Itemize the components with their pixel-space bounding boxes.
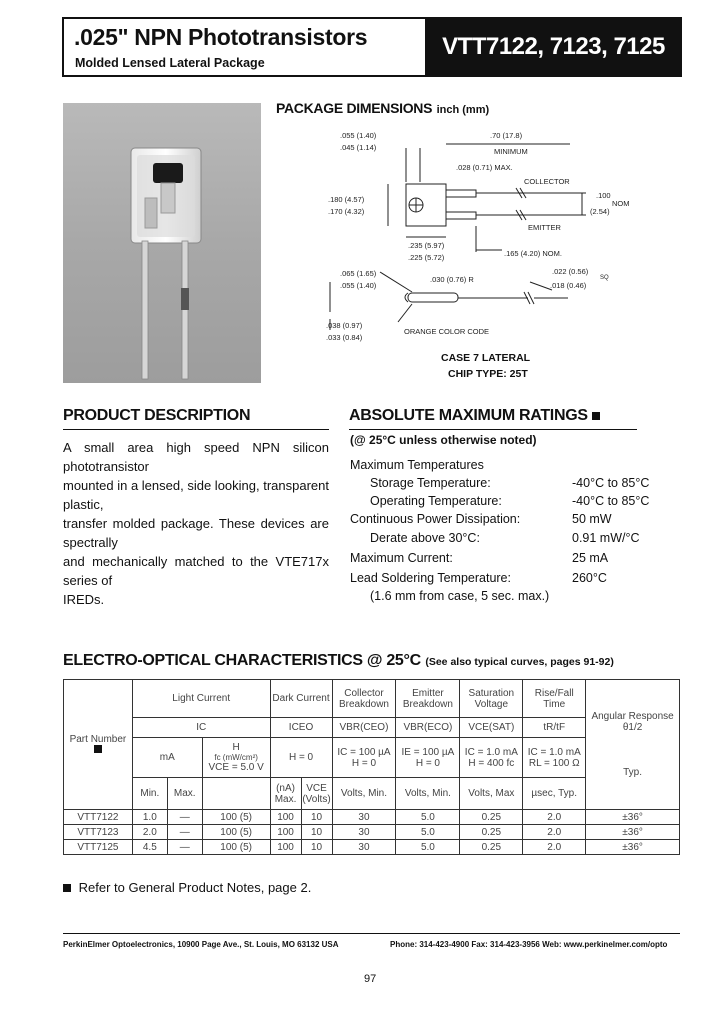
svg-text:.045 (1.14): .045 (1.14) bbox=[340, 143, 377, 152]
svg-text:.065 (1.65): .065 (1.65) bbox=[340, 269, 377, 278]
rating-row: Maximum Temperatures bbox=[350, 458, 484, 472]
svg-text:EMITTER: EMITTER bbox=[528, 223, 561, 232]
page-title: .025" NPN Phototransistors bbox=[74, 24, 368, 50]
svg-text:MINIMUM: MINIMUM bbox=[494, 147, 528, 156]
unit-vce-volts: VCE (Volts) bbox=[301, 778, 332, 810]
dark-condition: H = 0 bbox=[270, 738, 332, 778]
rating-row: (1.6 mm from case, 5 sec. max.) bbox=[370, 589, 550, 603]
ratings-list bbox=[350, 458, 650, 607]
product-description-body: A small area high speed NPN silicon phototransistor mounted in a lensed, side looking, transparent plastic, transfer molded package. These devices are spectrally and mechanically matched to the VTE717x series of IREDs. bbox=[63, 440, 329, 607]
bullet-square-icon bbox=[63, 884, 71, 892]
rating-row: Lead Soldering Temperature: 260°C bbox=[350, 571, 607, 585]
rating-row: Continuous Power Dissipation: 50 mW bbox=[350, 512, 612, 526]
svg-text:.038 (0.97): .038 (0.97) bbox=[326, 321, 363, 330]
product-photo bbox=[63, 103, 261, 383]
footer-divider bbox=[63, 933, 680, 934]
svg-text:NOM: NOM bbox=[612, 199, 630, 208]
svg-text:.225 (5.72): .225 (5.72) bbox=[408, 253, 445, 262]
bullet-square-icon bbox=[592, 412, 600, 420]
light-current-header: Light Current bbox=[132, 680, 270, 718]
saturation-condition: IC = 1.0 mA H = 400 fc bbox=[460, 738, 523, 778]
svg-text:.100: .100 bbox=[596, 191, 611, 200]
symbol-iceo: ICEO bbox=[270, 718, 332, 738]
bullet-square-icon bbox=[94, 745, 102, 753]
symbol-vce-sat: VCE(SAT) bbox=[460, 718, 523, 738]
unit-usec-typ: µsec, Typ. bbox=[523, 778, 586, 810]
divider bbox=[63, 429, 329, 430]
svg-text:.018 (0.46): .018 (0.46) bbox=[550, 281, 587, 290]
svg-text:SQ: SQ bbox=[600, 275, 609, 281]
table-row: VTT7125 4.5 — 100 (5) 100 10 30 5.0 0.25 2.0 ±36° bbox=[64, 840, 680, 855]
unit-blank bbox=[202, 778, 270, 810]
svg-text:COLLECTOR: COLLECTOR bbox=[524, 177, 570, 186]
angular-response-header: Angular Response θ1/2 Typ. bbox=[586, 680, 680, 810]
package-dimensions-heading: PACKAGE DIMENSIONS inch (mm) bbox=[276, 100, 490, 116]
rise-fall-header: Rise/Fall Time bbox=[523, 680, 586, 718]
footer-address: PerkinElmer Optoelectronics, 10900 Page Ave., St. Louis, MO 63132 USA bbox=[63, 940, 339, 949]
svg-text:.028 (0.71) MAX.: .028 (0.71) MAX. bbox=[456, 163, 513, 172]
saturation-voltage-header: Saturation Voltage bbox=[460, 680, 523, 718]
svg-text:.165 (4.20) NOM.: .165 (4.20) NOM. bbox=[504, 249, 562, 258]
svg-text:.055 (1.40): .055 (1.40) bbox=[340, 131, 377, 140]
svg-text:.235 (5.97): .235 (5.97) bbox=[408, 241, 445, 250]
product-description-heading: PRODUCT DESCRIPTION bbox=[63, 407, 251, 424]
footer-contact: Phone: 314-423-4900 Fax: 314-423-3956 Web: www.perkinelmer.com/opto bbox=[390, 940, 668, 949]
chip-type-label: CHIP TYPE: 25T bbox=[448, 368, 528, 380]
emitter-condition: IE = 100 µA H = 0 bbox=[396, 738, 460, 778]
table-row: VTT7122 1.0 — 100 (5) 100 10 30 5.0 0.25 2.0 ±36° bbox=[64, 810, 680, 825]
svg-text:.030 (0.76) R: .030 (0.76) R bbox=[430, 275, 474, 284]
package-drawing bbox=[300, 122, 660, 352]
page-subtitle: Molded Lensed Lateral Package bbox=[75, 56, 265, 70]
symbol-ic: IC bbox=[132, 718, 270, 738]
unit-max: Max. bbox=[167, 778, 202, 810]
symbol-vbr-ceo: VBR(CEO) bbox=[332, 718, 396, 738]
phototransistor-illustration bbox=[63, 103, 261, 383]
collector-condition: IC = 100 µA H = 0 bbox=[332, 738, 396, 778]
rating-row: Storage Temperature: -40°C to 85°C bbox=[370, 476, 650, 490]
general-notes-reference: Refer to General Product Notes, page 2. bbox=[63, 880, 311, 895]
svg-text:.170 (4.32): .170 (4.32) bbox=[328, 207, 365, 216]
unit-volts-min: Volts, Min. bbox=[396, 778, 460, 810]
rise-condition: IC = 1.0 mA RL = 100 Ω bbox=[523, 738, 586, 778]
case-label: CASE 7 LATERAL bbox=[441, 352, 531, 364]
rating-row: Operating Temperature: -40°C to 85°C bbox=[370, 494, 650, 508]
h-condition: H fc (mW/cm²) VCE = 5.0 V bbox=[202, 738, 270, 778]
svg-text:.055 (1.40): .055 (1.40) bbox=[340, 281, 377, 290]
divider bbox=[349, 429, 637, 430]
svg-text:.180 (4.57): .180 (4.57) bbox=[328, 195, 365, 204]
unit-volts-min: Volts, Min. bbox=[332, 778, 396, 810]
symbol-tr-tf: tR/tF bbox=[523, 718, 586, 738]
ratings-heading: ABSOLUTE MAXIMUM RATINGS bbox=[349, 407, 600, 425]
symbol-vbr-eco: VBR(ECO) bbox=[396, 718, 460, 738]
ratings-note: (@ 25°C unless otherwise noted) bbox=[350, 433, 537, 447]
unit-na-max: (nA) Max. bbox=[270, 778, 301, 810]
rating-row: Derate above 30°C: 0.91 mW/°C bbox=[370, 531, 640, 545]
part-numbers: VTT7122, 7123, 7125 bbox=[425, 17, 682, 77]
svg-text:.033 (0.84): .033 (0.84) bbox=[326, 333, 363, 342]
page-number: 97 bbox=[364, 973, 377, 985]
emitter-breakdown-header: Emitter Breakdown bbox=[396, 680, 460, 718]
collector-breakdown-header: Collector Breakdown bbox=[332, 680, 396, 718]
svg-text:.022 (0.56): .022 (0.56) bbox=[552, 267, 589, 276]
dark-current-header: Dark Current bbox=[270, 680, 332, 718]
part-number-header: Part Number bbox=[64, 680, 133, 810]
svg-text:ORANGE COLOR CODE: ORANGE COLOR CODE bbox=[404, 327, 490, 336]
unit-min: Min. bbox=[132, 778, 167, 810]
rating-row: Maximum Current: 25 mA bbox=[350, 551, 609, 565]
svg-text:(2.54): (2.54) bbox=[590, 207, 610, 216]
unit-volts-max: Volts, Max bbox=[460, 778, 523, 810]
unit-ma: mA bbox=[132, 738, 202, 778]
svg-text:.70 (17.8): .70 (17.8) bbox=[490, 131, 523, 140]
eo-heading: ELECTRO-OPTICAL CHARACTERISTICS @ 25°C (See also typical curves, pages 91-92) bbox=[63, 652, 614, 669]
table-row: VTT7123 2.0 — 100 (5) 100 10 30 5.0 0.25 2.0 ±36° bbox=[64, 825, 680, 840]
eo-table bbox=[63, 679, 680, 855]
